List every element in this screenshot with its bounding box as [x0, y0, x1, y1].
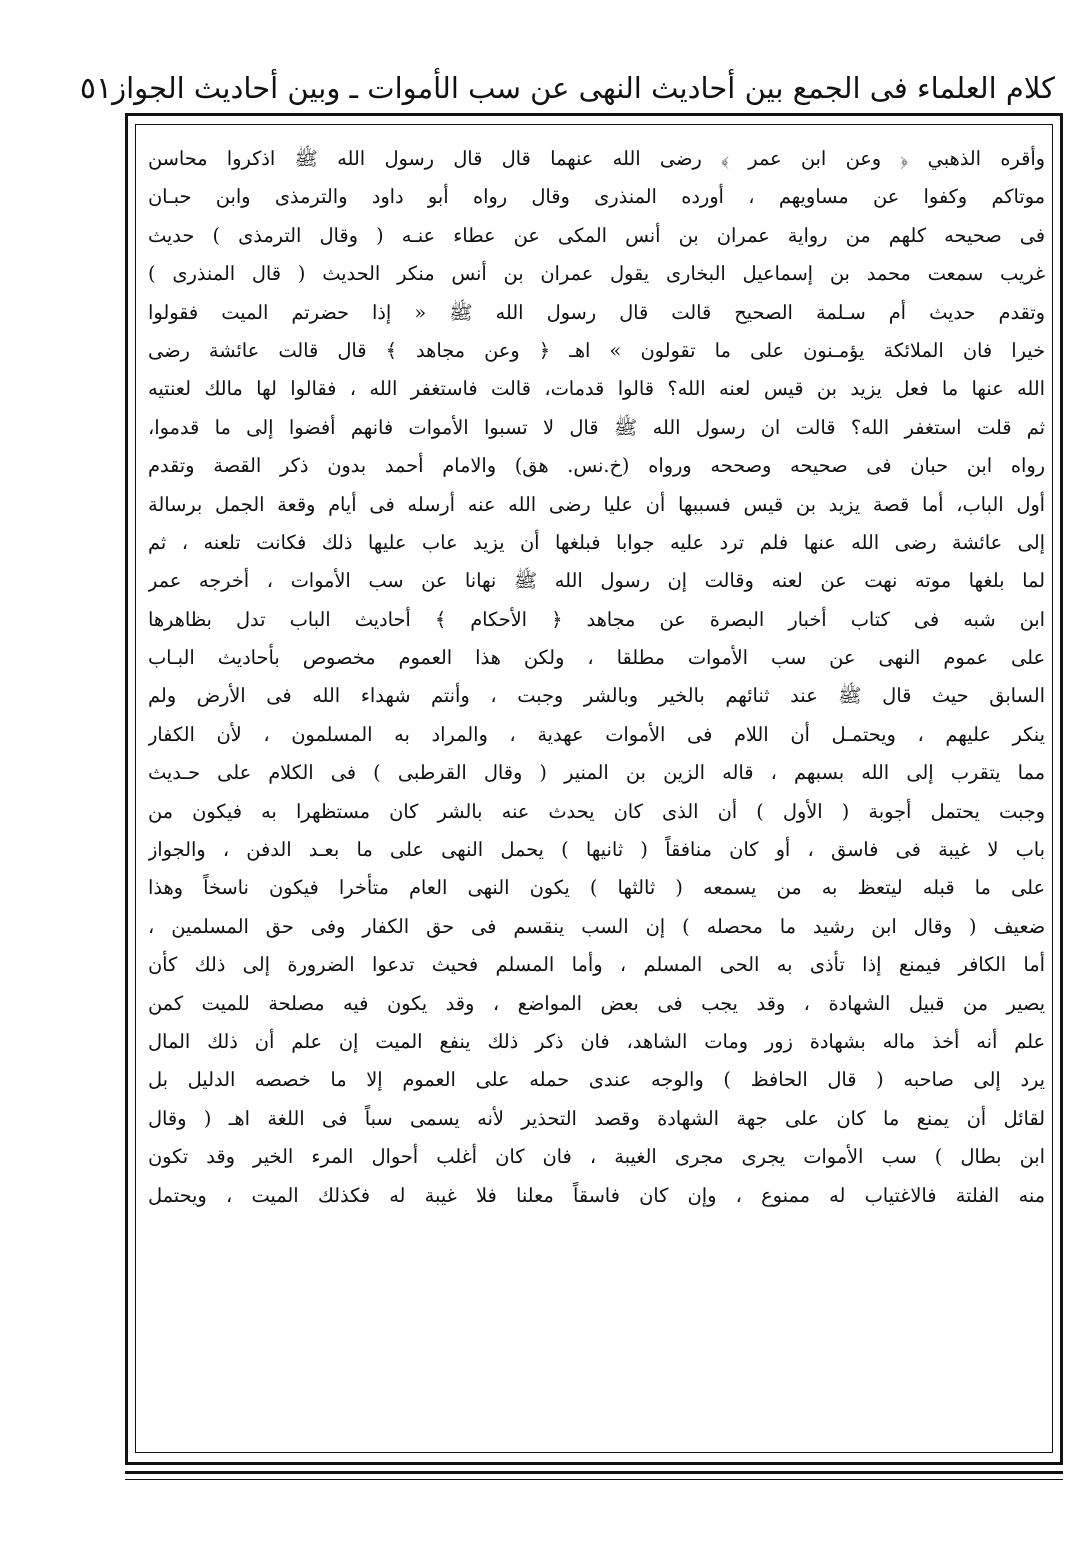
text-line: موتاكم وكفوا عن مساويهم ، أورده المنذرى وقال رواه أبو داود والترمذى وابن حبـان — [148, 185, 1045, 209]
text-line: لما بلغها موته نهت عن لعنه وقالت إن رسول الله ﷺ نهانا عن سب الأموات ، أخرجه عمر — [148, 569, 1045, 593]
text-line: ابن بطال ) سب الأموات يجرى مجرى الغيبة ، فان كان أغلب أحوال المرء الخير وقد تكون — [148, 1145, 1045, 1169]
text-line: غريب سمعت محمد بن إسماعيل البخارى يقول عمران بن أنس منكر الحديث ( قال المنذرى ) — [148, 262, 1045, 286]
text-line: وجبت يحتمل أجوبة ( الأول ) أن الذى كان يحدث عنه بالشر كان مستظهرا به فيكون من — [148, 799, 1045, 823]
page-header — [79, 62, 1055, 114]
text-line: إلى عائشة رضى الله عنها فلم ترد عليه جوابا فبلغها أن يزيد عاب عليها ذلك فكانت تلعنه ، ثم — [148, 530, 1045, 554]
text-line: وأقره الذهبي ﴿ وعن ابن عمر ﴾ رضى الله عنهما قال قال رسول الله ﷺ اذكروا محاسن — [148, 147, 1045, 170]
text-line: ينكر عليهم ، ويحتمـل أن اللام فى الأموات عهدية ، والمراد به المسلمون ، لأن الكفار — [148, 722, 1045, 746]
page-number: ٥١ — [79, 70, 113, 106]
text-line: الله عنها ما فعل يزيد بن قيس لعنه الله؟ قالوا قدمات، قالت فاستغفر الله ، فقالوا لها مالك لعنتيه — [148, 377, 1045, 401]
text-line: يصير من قبيل الشهادة ، وقد يجب فى بعض المواضع ، وقد يكون فيه مصلحة للميت كمن — [148, 991, 1045, 1015]
text-line: ابن شبه فى كتاب أخبار البصرة عن مجاهد ﴿ الأحكام ﴾ أحاديث الباب تدل بظاهرها — [148, 607, 1045, 631]
text-line: لقائل أن يمنع ما كان على جهة الشهادة وقصد التحذير لأنه يسمى سباً فى اللغة اهـ ( وقال — [148, 1106, 1045, 1130]
text-line: أما الكافر فيمنع إذا تأذى به الحى المسلم ، وأما المسلم فحيث تدعوا الضرورة إلى ذلك كأن — [148, 953, 1045, 977]
text-line: على عموم النهى عن سب الأموات مطلقا ، ولكن هذا العموم مخصوص بأحاديث البـاب — [148, 646, 1045, 670]
text-line: مما يتقرب إلى الله بسبهم ، قاله الزين بن المنير ( وقال القرطبى ) فى الكلام على حـديث — [148, 761, 1045, 785]
text-line: ثم قلت استغفر الله؟ قالت ان رسول الله ﷺ قال لا تسبوا الأموات فانهم أفضوا إلى ما قدموا، — [148, 415, 1045, 439]
running-title: كلام العلماء فى الجمع بين أحاديث النهى عن سب الأموات ـ وبين أحاديث الجواز — [112, 71, 1055, 105]
text-line: خيرا فان الملائكة يؤمـنون على ما تقولون » اهـ ﴿ وعن مجاهد ﴾ قال قالت عائشة رضى — [148, 338, 1045, 362]
text-line: على ما قبله ليتعظ به من يسمعه ( ثالثها ) يكون النهى العام متأخرا فيكون ناسخاً وهذا — [148, 876, 1045, 900]
text-line: باب لا غيبة فى فاسق ، أو كان منافقاً ( ثانيها ) يحمل النهى على ما بعـد الدفن ، والجواز — [148, 838, 1045, 862]
bottom-rule-thin — [125, 1479, 1063, 1480]
text-line: يرد إلى صاحبه ( قال الحافظ ) والوجه عندى حمله على العموم إلا ما خصصه الدليل بل — [148, 1068, 1045, 1092]
text-line: فى صحيحه كلهم من رواية عمران بن أنس المكى عن عطاء عنـه ( وقال الترمذى ) حديث — [148, 223, 1045, 247]
text-line: أول الباب، أما قصة يزيد بن قيس فسببها أن عليا رضى الله عنه أرسله فى أيام وقعة الجمل برسالة — [148, 492, 1045, 516]
text-line: ضعيف ( وقال ابن رشيد ما محصله ) إن السب ينقسم فى حق الكفار وفى حق المسلمين ، — [148, 914, 1045, 938]
text-line: السابق حيث قال ﷺ عند ثنائهم بالخير وبالشر وجبت ، وأنتم شهداء الله فى الأرض ولم — [148, 684, 1045, 708]
text-line: رواه ابن حبان فى صحيحه وصححه ورواه (خ.نس. هق) والامام أحمد بدون ذكر القصة وتقدم — [148, 454, 1045, 478]
text-line: منه الفلتة فالاغتياب له ممنوع ، وإن كان فاسقاً معلنا فلا غيبة له فكذلك الميت ، ويحتمل — [148, 1183, 1045, 1207]
text-line: وتقدم حديث أم سـلمة الصحيح قالت قال رسول الله ﷺ « إذا حضرتم الميت فقولوا — [148, 300, 1045, 324]
bottom-rule-thick — [125, 1471, 1063, 1474]
text-line: علم أنه أخذ ماله بشهادة زور ومات الشاهد، فان ذكر ذلك ينفع الميت إن علم أن ذلك المال — [148, 1029, 1045, 1053]
body-text — [148, 140, 1045, 1215]
